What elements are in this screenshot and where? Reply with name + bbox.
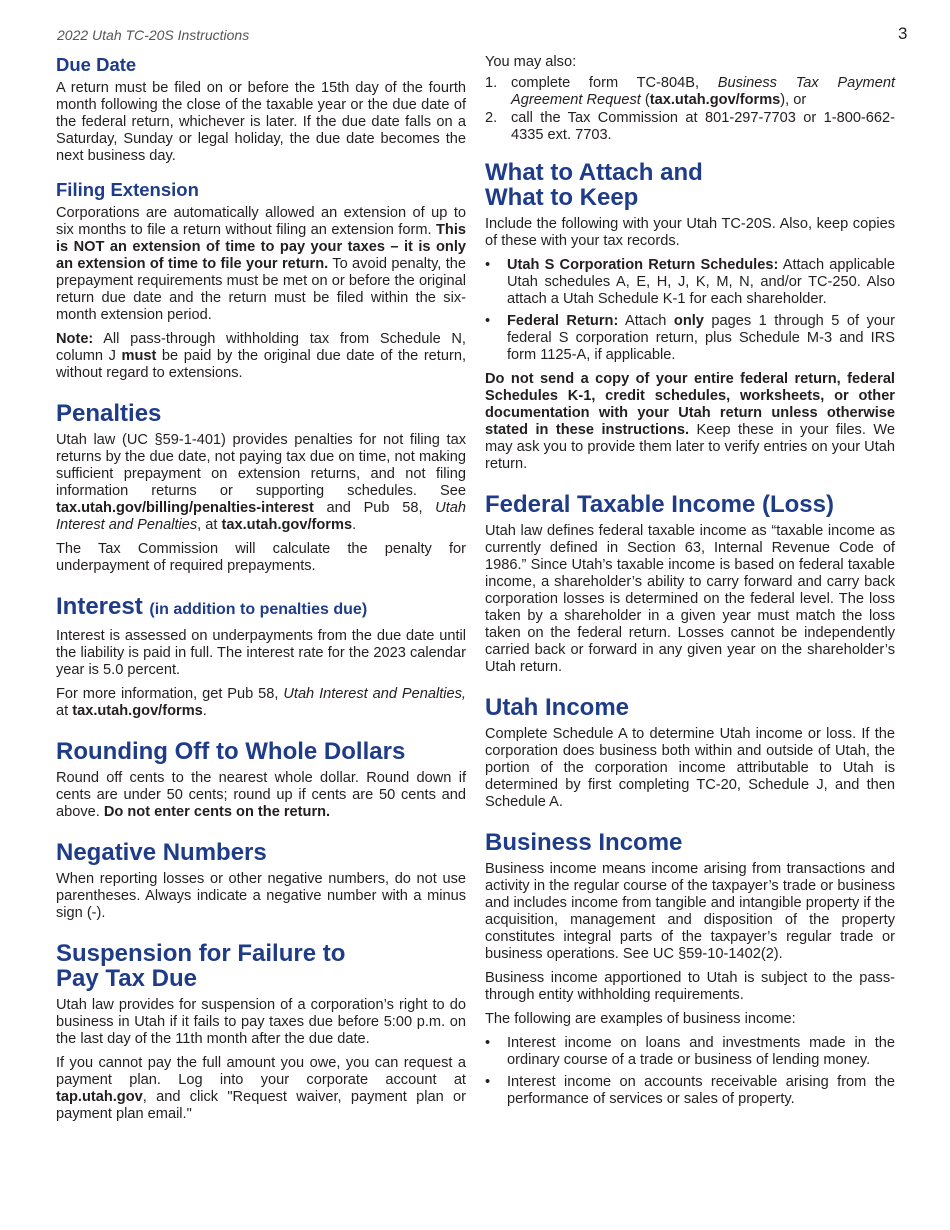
list-item: 1. complete form TC-804B, Business Tax Payment Agreement Request (tax.utah.gov/forms), or xyxy=(485,75,896,108)
payment-plan-paragraph: If you cannot pay the full amount you owe, you can request a payment plan. Log into your corporate account at tap.utah.gov, and click "Request waiver, payment plan or payment plan email." xyxy=(56,1055,466,1122)
filing-extension-paragraph: Corporations are automatically allowed an extension of up to six months to file a return without filing an extension form. This is NOT an extension of time to pay your taxes – it is only an extension of time to file your return. To avoid penalty, the prepayment requirements must be met on or before the original return due date and the return must be filed within the six-month extension period. xyxy=(56,205,466,323)
tap-link[interactable]: tap.utah.gov xyxy=(56,1089,143,1105)
business-income-examples-intro: The following are examples of business income: xyxy=(485,1011,796,1027)
negative-numbers-paragraph: When reporting losses or other negative numbers, do not use parentheses. Always indicate a negative number with a minus sign (-). xyxy=(56,871,466,921)
utah-income-heading: Utah Income xyxy=(485,694,630,721)
utah-income-paragraph: Complete Schedule A to determine Utah income or loss. If the corporation does business both within and outside of Utah, the portion of the corporation income attributable to Utah is determined by first completing TC-20, Schedule J, and then Schedule A. xyxy=(485,726,895,810)
attach-intro: Include the following with your Utah TC-20S. Also, keep copies of these with your tax records. xyxy=(485,216,895,249)
negative-numbers-heading: Negative Numbers xyxy=(56,839,267,866)
attach-warning: Do not send a copy of your entire federal return, federal Schedules K-1, credit schedules, worksheets, or other documentation with your Utah return unless otherwise stated in these instructions. Keep these in your files. We may ask you to provide them later to verify entries on your Utah return. xyxy=(485,371,895,472)
forms-link[interactable]: tax.utah.gov/forms xyxy=(72,703,203,719)
rounding-heading: Rounding Off to Whole Dollars xyxy=(56,738,406,765)
interest-info-paragraph: For more information, get Pub 58, Utah Interest and Penalties, at tax.utah.gov/forms. xyxy=(56,686,466,719)
due-date-heading: Due Date xyxy=(56,54,137,75)
list-item: • Utah S Corporation Return Schedules: Attach applicable Utah schedules A, E, H, J, K, M, N, and/or TC-250. Also attach a Utah Schedule K-1 for each shareholder. xyxy=(485,257,896,307)
list-item: • Interest income on accounts receivable arising from the performance of services or sales of property. xyxy=(485,1074,895,1107)
page-number: 3 xyxy=(898,24,908,43)
forms-link[interactable]: tax.utah.gov/forms xyxy=(649,92,781,108)
federal-taxable-income-paragraph: Utah law defines federal taxable income as “taxable income as currently defined in Section 63, Internal Revenue Code of 1986.” Since Utah’s taxable income is based on federal taxable income, a shareholder’s ability to carry forward and carry back corporation losses is determined on the federal level. The loss taken by a shareholder in a given year must match the loss taken on the federal return. Losses cannot be independently carried back or forward in any given year on the shareholder’s Utah return. xyxy=(485,523,895,675)
filing-extension-heading: Filing Extension xyxy=(56,179,199,200)
filing-extension-note: Note: All pass-through withholding tax from Schedule N, column J must be paid by the original due date of the return, without regard to extensions. xyxy=(56,331,467,381)
interest-paragraph: Interest is assessed on underpayments from the due date until the liability is paid in full. The interest rate for the 2023 calendar year is 5.0 percent. xyxy=(56,628,466,678)
penalties-paragraph: Utah law (UC §59-1-401) provides penalties for not filing tax returns by the due date, not paying tax due on time, not making sufficient prepayment on extension returns, and not filing information returns or supporting schedules. See tax.utah.gov/billing/penalties-interest and Pub 58, Utah Interest and Penalties, at tax.utah.gov/forms. xyxy=(56,432,466,533)
list-item: • Interest income on loans and investments made in the ordinary course of a trade or business of lending money. xyxy=(485,1035,895,1068)
suspension-paragraph: Utah law provides for suspension of a corporation’s right to do business in Utah if it fails to pay taxes due before 5:00 p.m. on the last day of the 11th month after the due date. xyxy=(56,997,466,1047)
left-column xyxy=(56,54,466,1130)
attach-list xyxy=(485,257,895,364)
penalties-underpayment-paragraph: The Tax Commission will calculate the penalty for underpayment of required prepayments. xyxy=(56,541,466,574)
business-income-list xyxy=(485,1035,895,1108)
business-income-apportioned: Business income apportioned to Utah is subject to the pass-through entity withholding requirements. xyxy=(485,970,895,1003)
list-item: 2. call the Tax Commission at 801-297-7703 or 1-800-662-4335 ext. 7703. xyxy=(485,110,895,143)
penalties-heading: Penalties xyxy=(56,400,162,427)
page-header-title: 2022 Utah TC-20S Instructions xyxy=(57,27,250,43)
business-income-paragraph: Business income means income arising from transactions and activity in the regular course of the taxpayer’s trade or business and includes income from tangible and intangible property if the acquisition, management and disposition of the property constitutes integral parts of the taxpayer’s regular trade or business operations. See UC §59-10-1402(2). xyxy=(485,861,895,962)
federal-taxable-income-heading: Federal Taxable Income (Loss) xyxy=(485,491,834,518)
right-column xyxy=(485,54,895,1115)
business-income-heading: Business Income xyxy=(485,829,683,856)
penalties-interest-link[interactable]: tax.utah.gov/billing/penalties-interest xyxy=(56,500,314,516)
due-date-paragraph: A return must be filed on or before the 15th day of the fourth month following the close of the taxable year or the due date of the federal return, whichever is later. If the due date falls on a Saturday, Sunday or legal holiday, the due date becomes the next business day. xyxy=(56,80,466,164)
list-item: • Federal Return: Attach only pages 1 through 5 of your federal S corporation return, plus Schedule M-3 and IRS form 1125-A, if applicable. xyxy=(485,313,895,363)
rounding-paragraph: Round off cents to the nearest whole dollar. Round down if cents are under 50 cents; round up if cents are 50 cents and above. Do not enter cents on the return. xyxy=(56,770,466,820)
interest-heading: Interest (in addition to penalties due) xyxy=(56,593,368,620)
forms-link[interactable]: tax.utah.gov/forms xyxy=(221,517,353,533)
suspension-heading: Suspension for Failure to Pay Tax Due xyxy=(56,940,346,992)
may-also-intro: You may also: xyxy=(485,54,577,70)
attach-keep-heading: What to Attach and What to Keep xyxy=(485,159,703,211)
may-also-list xyxy=(485,75,895,144)
